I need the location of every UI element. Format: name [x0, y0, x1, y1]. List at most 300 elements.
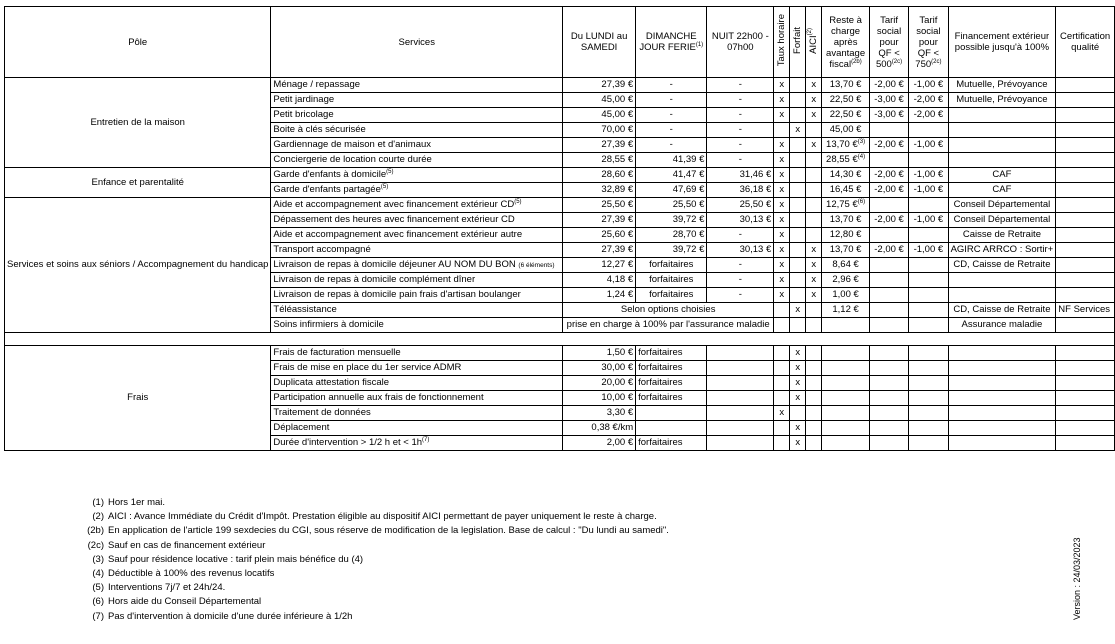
tarif-750	[909, 258, 948, 273]
tarif-750	[909, 436, 948, 451]
tarif-750	[909, 288, 948, 303]
financement	[948, 421, 1056, 436]
price-nuit	[707, 376, 774, 391]
price-semaine: 28,60 €	[563, 168, 636, 183]
service-name	[271, 391, 563, 406]
financement	[948, 123, 1056, 138]
certification	[1056, 153, 1115, 168]
service-note: (6 éléments)	[518, 261, 555, 269]
mark-forfait	[790, 168, 806, 183]
reste-a-charge	[822, 288, 870, 303]
pole-enfance: Enfance et parentalité	[5, 168, 271, 198]
reste-value: 12,80 €	[829, 229, 862, 240]
footnote-ref: (2c)	[931, 58, 942, 65]
price-nuit	[707, 436, 774, 451]
mark-taux: x	[774, 168, 790, 183]
reste-a-charge	[822, 138, 870, 153]
header-taux-text: Taux horaire	[776, 14, 788, 67]
service-label: Téléassistance	[273, 304, 337, 315]
mark-taux	[774, 421, 790, 436]
financement: Mutuelle, Prévoyance	[948, 93, 1056, 108]
service-label: Conciergerie de location courte durée	[273, 154, 432, 165]
certification	[1056, 406, 1115, 421]
service-label: Petit jardinage	[273, 94, 335, 105]
service-name	[271, 93, 563, 108]
mark-aici: x	[806, 258, 822, 273]
mark-aici	[806, 153, 822, 168]
price-note: Selon options choisies	[563, 303, 774, 318]
mark-aici	[806, 303, 822, 318]
mark-forfait	[790, 93, 806, 108]
tarif-500	[869, 376, 908, 391]
financement	[948, 346, 1056, 361]
mark-taux: x	[774, 288, 790, 303]
tarif-750: -1,00 €	[909, 138, 948, 153]
mark-taux: x	[774, 78, 790, 93]
mark-forfait	[790, 198, 806, 213]
header-aici-text: AICI	[808, 34, 820, 54]
footnote-number: (4)	[92, 568, 104, 580]
price-nuit	[707, 406, 774, 421]
footnote-number: (2)	[92, 511, 104, 523]
price-dimanche: 25,50 €	[636, 198, 707, 213]
price-semaine: 45,00 €	[563, 108, 636, 123]
service-name	[271, 421, 563, 436]
reste-value: 2,96 €	[832, 274, 859, 285]
mark-forfait	[790, 318, 806, 333]
mark-aici: x	[806, 288, 822, 303]
price-nuit: 36,18 €	[707, 183, 774, 198]
header-tarif750-text: Tarif social pour QF < 750	[915, 14, 941, 70]
certification: NF Services	[1056, 303, 1115, 318]
reste-value: 28,55 €	[826, 154, 858, 165]
reste-value: 13,70 €	[826, 139, 858, 150]
mark-taux: x	[774, 258, 790, 273]
footnote-ref: (5)	[514, 198, 522, 205]
price-nuit: 30,13 €	[707, 243, 774, 258]
table-row	[5, 198, 1115, 213]
footnote-item	[84, 581, 669, 595]
tarif-500	[869, 258, 908, 273]
footnote-text: Sauf pour résidence locative : tarif plein mais bénéfice du (4)	[108, 553, 364, 565]
mark-taux: x	[774, 213, 790, 228]
price-nuit: -	[707, 108, 774, 123]
reste-a-charge	[822, 168, 870, 183]
mark-aici	[806, 361, 822, 376]
service-label: Frais de facturation mensuelle	[273, 347, 401, 358]
tarif-500	[869, 391, 908, 406]
price-nuit: -	[707, 123, 774, 138]
reste-a-charge	[822, 303, 870, 318]
price-semaine: 0,38 €/km	[563, 421, 636, 436]
mark-aici: x	[806, 93, 822, 108]
mark-taux: x	[774, 198, 790, 213]
mark-forfait	[790, 228, 806, 243]
tarif-750: -1,00 €	[909, 78, 948, 93]
certification	[1056, 228, 1115, 243]
service-label: Frais de mise en place du 1er service ADMR	[273, 362, 462, 373]
footnote-ref: (4)	[857, 153, 866, 160]
price-nuit: -	[707, 228, 774, 243]
tarif-500	[869, 361, 908, 376]
financement	[948, 391, 1056, 406]
price-nuit	[707, 361, 774, 376]
price-nuit	[707, 421, 774, 436]
service-label: Dépassement des heures avec financement extérieur CD	[273, 214, 515, 225]
service-name	[271, 228, 563, 243]
service-name	[271, 288, 563, 303]
header-forfait	[790, 7, 806, 78]
service-name	[271, 78, 563, 93]
mark-forfait	[790, 153, 806, 168]
service-label: Petit bricolage	[273, 109, 334, 120]
price-dimanche: forfaitaires	[636, 436, 707, 451]
price-nuit: 30,13 €	[707, 213, 774, 228]
header-financement: Financement extérieur possible jusqu'à 100%	[948, 7, 1056, 78]
service-name	[271, 198, 563, 213]
service-name	[271, 108, 563, 123]
header-row	[5, 7, 1115, 78]
header-nuit: NUIT 22h00 - 07h00	[707, 7, 774, 78]
mark-forfait	[790, 213, 806, 228]
service-label: Livraison de repas à domicile pain frais d'artisan boulanger	[273, 289, 521, 300]
tarif-750: -1,00 €	[909, 183, 948, 198]
price-dimanche: forfaitaires	[636, 346, 707, 361]
mark-taux: x	[774, 273, 790, 288]
price-nuit: -	[707, 153, 774, 168]
header-du-lundi: Du LUNDI au SAMEDI	[563, 7, 636, 78]
reste-value: 22,50 €	[829, 94, 862, 105]
price-dimanche: forfaitaires	[636, 376, 707, 391]
financement	[948, 288, 1056, 303]
price-dimanche: forfaitaires	[636, 273, 707, 288]
header-taux-horaire	[774, 7, 790, 78]
header-services: Services	[271, 7, 563, 78]
service-label: Boite à clés sécurisée	[273, 124, 366, 135]
mark-forfait	[790, 138, 806, 153]
footnote-item	[84, 510, 669, 524]
mark-aici	[806, 228, 822, 243]
table-row	[5, 78, 1115, 93]
financement	[948, 436, 1056, 451]
service-name	[271, 361, 563, 376]
reste-a-charge	[822, 183, 870, 198]
reste-a-charge	[822, 273, 870, 288]
footnote-item	[84, 496, 669, 510]
certification	[1056, 123, 1115, 138]
service-label: Durée d'intervention > 1/2 h et < 1h	[273, 437, 423, 448]
price-nuit: -	[707, 288, 774, 303]
tarif-500	[869, 318, 908, 333]
certification	[1056, 436, 1115, 451]
price-nuit: -	[707, 138, 774, 153]
reste-a-charge	[822, 361, 870, 376]
footnote-text: En application de l'article 199 sexdecies du CGI, sous réserve de modification de la legislation. Base de calcul : "Du lundi au samedi".	[108, 525, 669, 537]
mark-taux	[774, 361, 790, 376]
mark-aici	[806, 198, 822, 213]
service-label: Aide et accompagnement avec financement extérieur CD	[273, 199, 515, 210]
service-label: Transport accompagné	[273, 244, 371, 255]
mark-forfait: x	[790, 391, 806, 406]
mark-forfait	[790, 183, 806, 198]
reste-value: 13,70 €	[829, 214, 862, 225]
price-semaine: 20,00 €	[563, 376, 636, 391]
certification	[1056, 346, 1115, 361]
tarif-750	[909, 361, 948, 376]
tarif-500: -3,00 €	[869, 108, 908, 123]
header-dimanche-text: DIMANCHE JOUR FERIE	[639, 31, 697, 53]
reste-a-charge	[822, 346, 870, 361]
footnotes	[84, 496, 669, 624]
mark-aici: x	[806, 108, 822, 123]
service-label: Garde d'enfants à domicile	[273, 169, 387, 180]
service-name	[271, 318, 563, 333]
pole-entretien: Entretien de la maison	[5, 78, 271, 168]
certification	[1056, 183, 1115, 198]
financement: Caisse de Retraite	[948, 228, 1056, 243]
tarif-500	[869, 228, 908, 243]
mark-forfait: x	[790, 421, 806, 436]
reste-value: 45,00 €	[829, 124, 862, 135]
service-label: Gardiennage de maison et d'animaux	[273, 139, 432, 150]
mark-taux	[774, 376, 790, 391]
price-nuit	[707, 346, 774, 361]
financement: Conseil Départemental	[948, 213, 1056, 228]
price-dimanche	[636, 406, 707, 421]
tarif-750	[909, 153, 948, 168]
footnote-item	[84, 539, 669, 553]
financement: Mutuelle, Prévoyance	[948, 78, 1056, 93]
price-dimanche: 39,72 €	[636, 213, 707, 228]
service-label: Garde d'enfants partagée	[273, 184, 381, 195]
reste-a-charge	[822, 436, 870, 451]
reste-value: 13,70 €	[829, 79, 862, 90]
mark-aici	[806, 391, 822, 406]
financement	[948, 108, 1056, 123]
tarif-750	[909, 376, 948, 391]
price-semaine: 27,39 €	[563, 78, 636, 93]
footnote-text: Déductible à 100% des revenus locatifs	[108, 568, 275, 580]
price-semaine: 25,50 €	[563, 198, 636, 213]
reste-value: 13,70 €	[829, 244, 862, 255]
price-semaine: 12,27 €	[563, 258, 636, 273]
tarif-750: -2,00 €	[909, 108, 948, 123]
mark-taux: x	[774, 153, 790, 168]
tarif-500	[869, 273, 908, 288]
price-dimanche: -	[636, 138, 707, 153]
mark-taux	[774, 303, 790, 318]
reste-value: 1,12 €	[832, 304, 859, 315]
service-label: Traitement de données	[273, 407, 371, 418]
service-name	[271, 153, 563, 168]
price-semaine: 2,00 €	[563, 436, 636, 451]
tarif-500	[869, 303, 908, 318]
price-dimanche: -	[636, 78, 707, 93]
reste-value: 14,30 €	[829, 169, 862, 180]
price-dimanche: -	[636, 108, 707, 123]
price-dimanche: forfaitaires	[636, 288, 707, 303]
footnote-ref: (5)	[380, 183, 389, 190]
certification	[1056, 273, 1115, 288]
certification	[1056, 93, 1115, 108]
mark-forfait: x	[790, 376, 806, 391]
mark-forfait: x	[790, 346, 806, 361]
financement: CAF	[948, 183, 1056, 198]
price-semaine: 28,55 €	[563, 153, 636, 168]
price-nuit: -	[707, 93, 774, 108]
mark-forfait	[790, 78, 806, 93]
frais-body	[5, 346, 1115, 451]
tarif-500	[869, 406, 908, 421]
price-semaine: 45,00 €	[563, 93, 636, 108]
tarif-500: -2,00 €	[869, 243, 908, 258]
financement	[948, 406, 1056, 421]
financement: CD, Caisse de Retraite	[948, 303, 1056, 318]
reste-value: 8,64 €	[832, 259, 859, 270]
mark-taux: x	[774, 406, 790, 421]
financement: CD, Caisse de Retraite	[948, 258, 1056, 273]
price-nuit: -	[707, 258, 774, 273]
mark-taux	[774, 391, 790, 406]
certification	[1056, 318, 1115, 333]
service-label: Ménage / repassage	[273, 79, 361, 90]
mark-taux: x	[774, 93, 790, 108]
mark-aici	[806, 213, 822, 228]
price-nuit: 25,50 €	[707, 198, 774, 213]
reste-a-charge	[822, 213, 870, 228]
footnote-number: (3)	[92, 553, 104, 565]
spacer-row	[5, 333, 1115, 346]
table-row	[5, 168, 1115, 183]
reste-a-charge	[822, 391, 870, 406]
service-name	[271, 213, 563, 228]
mark-taux: x	[774, 138, 790, 153]
price-dimanche: forfaitaires	[636, 258, 707, 273]
service-label: Participation annuelle aux frais de fonctionnement	[273, 392, 484, 403]
price-dimanche: 41,39 €	[636, 153, 707, 168]
header-pole: Pôle	[5, 7, 271, 78]
mark-forfait	[790, 243, 806, 258]
mark-aici	[806, 421, 822, 436]
reste-a-charge	[822, 318, 870, 333]
reste-value: 1,00 €	[832, 289, 859, 300]
reste-a-charge	[822, 93, 870, 108]
mark-taux	[774, 346, 790, 361]
price-nuit: -	[707, 78, 774, 93]
service-name	[271, 243, 563, 258]
reste-value: 16,45 €	[829, 184, 862, 195]
tarif-750	[909, 303, 948, 318]
tarif-500: -2,00 €	[869, 78, 908, 93]
tarif-750	[909, 391, 948, 406]
tarif-500	[869, 346, 908, 361]
header-dimanche	[636, 7, 707, 78]
price-dimanche: -	[636, 93, 707, 108]
reste-a-charge	[822, 376, 870, 391]
price-note: prise en charge à 100% par l'assurance maladie	[563, 318, 774, 333]
mark-forfait	[790, 288, 806, 303]
tarif-750	[909, 318, 948, 333]
pole-seniors: Services et soins aux séniors / Accompagnement du handicap	[5, 198, 271, 333]
tarif-750	[909, 406, 948, 421]
footnote-number: (7)	[92, 610, 104, 622]
price-semaine: 32,89 €	[563, 183, 636, 198]
header-reste-a-charge	[822, 7, 870, 78]
header-certification: Certification qualité	[1056, 7, 1115, 78]
footnote-text: Pas d'intervention à domicile d'une durée inférieure à 1/2h	[108, 610, 353, 622]
footnote-ref: (2)	[807, 27, 814, 35]
price-semaine: 27,39 €	[563, 213, 636, 228]
certification	[1056, 138, 1115, 153]
price-semaine: 1,50 €	[563, 346, 636, 361]
tarif-table	[4, 6, 1115, 451]
tarif-500	[869, 153, 908, 168]
service-label: Livraison de repas à domicile déjeuner AU NOM DU BON	[273, 258, 516, 270]
tarif-500: -3,00 €	[869, 93, 908, 108]
tarif-500: -2,00 €	[869, 138, 908, 153]
price-dimanche: -	[636, 123, 707, 138]
footnote-item	[84, 553, 669, 567]
tarif-750	[909, 123, 948, 138]
financement	[948, 273, 1056, 288]
certification	[1056, 78, 1115, 93]
mark-taux: x	[774, 108, 790, 123]
certification	[1056, 376, 1115, 391]
service-name	[271, 138, 563, 153]
tarif-750: -1,00 €	[909, 168, 948, 183]
footnote-ref: (3)	[857, 138, 866, 145]
service-name	[271, 123, 563, 138]
financement	[948, 376, 1056, 391]
price-dimanche: 28,70 €	[636, 228, 707, 243]
service-name	[271, 168, 563, 183]
service-label: Livraison de repas à domicile complément dîner	[273, 274, 476, 285]
footnote-ref: (5)	[386, 168, 394, 175]
tarif-500	[869, 123, 908, 138]
reste-value: 12,75 €	[826, 199, 858, 210]
reste-a-charge	[822, 198, 870, 213]
mark-forfait	[790, 258, 806, 273]
footnote-item	[84, 610, 669, 624]
mark-aici	[806, 168, 822, 183]
services-body	[5, 78, 1115, 333]
financement	[948, 138, 1056, 153]
certification	[1056, 258, 1115, 273]
mark-aici: x	[806, 138, 822, 153]
financement: AGIRC ARRCO : Sortir+	[948, 243, 1056, 258]
financement: Assurance maladie	[948, 318, 1056, 333]
financement	[948, 361, 1056, 376]
service-name	[271, 346, 563, 361]
table-row	[5, 346, 1115, 361]
service-label: Aide et accompagnement avec financement extérieur autre	[273, 229, 523, 240]
reste-value: 22,50 €	[829, 109, 862, 120]
header-reste-text: Reste à charge après avantage fiscal	[826, 14, 866, 70]
price-semaine: 10,00 €	[563, 391, 636, 406]
price-semaine: 30,00 €	[563, 361, 636, 376]
tarif-750	[909, 198, 948, 213]
service-name	[271, 183, 563, 198]
certification	[1056, 288, 1115, 303]
tarif-500	[869, 436, 908, 451]
footnote-text: Sauf en cas de financement extérieur	[108, 539, 266, 551]
financement: Conseil Départemental	[948, 198, 1056, 213]
service-name	[271, 258, 563, 273]
financement	[948, 153, 1056, 168]
price-nuit	[707, 391, 774, 406]
mark-aici	[806, 123, 822, 138]
footnote-text: AICI : Avance Immédiate du Crédit d'Impôt. Prestation éligible au dispositif AICI permettant de payer uniquement le reste à charge.	[108, 511, 657, 523]
